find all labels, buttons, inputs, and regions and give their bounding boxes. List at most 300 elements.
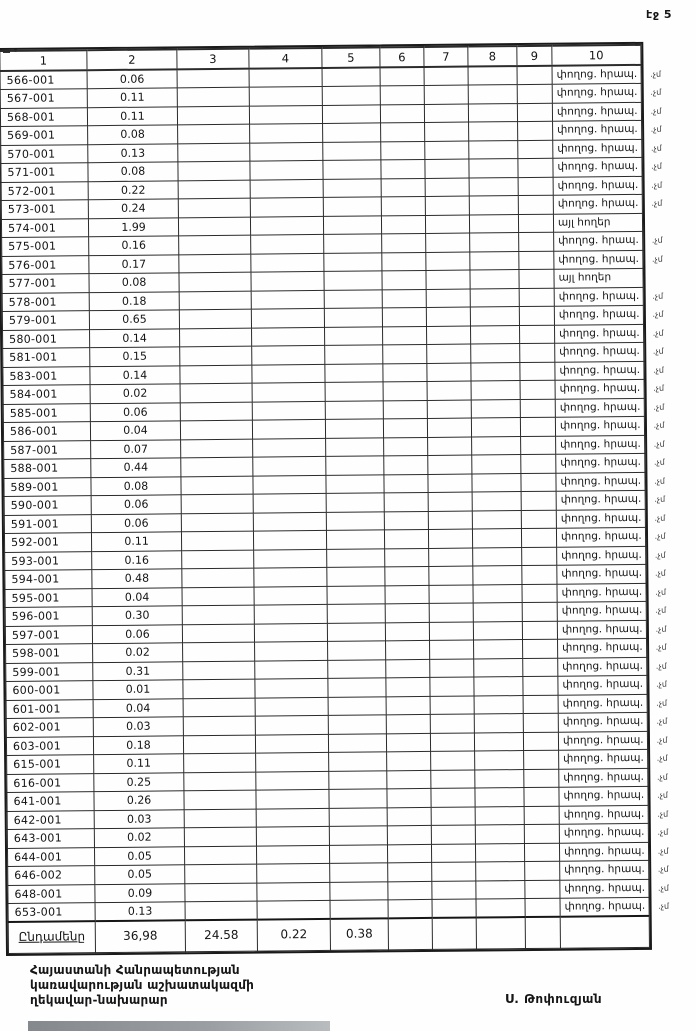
cell-6 [387,770,431,789]
col-header-6: 6 [380,47,424,67]
cell-5 [325,363,383,382]
cell-6 [387,807,431,826]
cell-6 [386,659,430,678]
cell-area: 0.11 [91,532,181,551]
margin-note [643,268,679,287]
cell-7 [430,659,474,678]
cell-area: 0.06 [92,624,182,643]
cell-4 [249,68,322,87]
cell-land-use: փողոց. հրապ. [558,712,647,731]
cell-3 [180,420,252,439]
margin-note: .չմ [655,661,667,671]
cell-land-use: փողոց. հրապ. [553,139,642,158]
cell-7 [426,289,470,308]
cell-land-use: փողոց. հրապ. [559,805,648,824]
cell-area: 0.03 [94,809,184,828]
cell-area: 0.31 [93,661,183,680]
cell-code: 572-001 [1,181,88,200]
cell-9 [522,584,557,603]
cell-code: 596-001 [5,607,92,626]
cell-6 [384,492,428,511]
cell-9 [520,380,555,399]
cell-4 [253,493,326,512]
cell-9 [519,306,554,325]
cell-8 [474,695,523,714]
cell-area: 0.07 [91,439,181,458]
cell-5 [323,123,381,142]
cell-5 [328,678,386,697]
cell-7 [426,326,470,345]
cell-5 [324,252,382,271]
cell-area: 0.05 [94,846,184,865]
cell-8 [469,122,518,141]
margin-note: .չմ [658,901,670,912]
cell-3 [180,383,252,402]
cell-6 [382,252,426,271]
cell-land-use: փողոց. հրապ. [555,361,644,380]
cell-8 [472,473,521,492]
cell-9 [517,84,552,103]
cell-8 [474,714,523,733]
cell-4 [257,863,330,882]
cell-land-use: փողոց. հրապ. [557,564,646,583]
cell-code: 642-001 [7,810,94,829]
cell-7 [431,825,475,844]
cell-4 [253,456,326,475]
cell-4 [255,734,328,753]
cell-area: 0.11 [87,106,177,125]
cell-3 [185,883,257,902]
cell-4 [256,771,329,790]
cell-3 [179,291,251,310]
cell-4 [249,86,322,105]
cell-8 [471,344,520,363]
cell-6 [387,788,431,807]
cell-4 [250,197,323,216]
margin-note: .չմ [650,106,662,116]
cell-5 [328,733,386,752]
cell-8 [475,843,524,862]
cell-7 [427,344,471,363]
cell-5 [326,456,384,475]
cell-3 [184,790,256,809]
cell-4 [255,678,328,697]
margin-note: .չմ [653,365,664,375]
margin-note: .չմ [650,87,662,98]
cell-4 [255,641,328,660]
cell-4 [256,845,329,864]
cell-area: 0.14 [90,365,180,384]
margin-note: .չմ [650,124,662,135]
margin-note: .չմ [657,846,669,856]
cell-code: 599-001 [6,662,93,681]
cell-4 [254,604,327,623]
cell-4 [252,345,325,364]
cell-9 [524,750,559,769]
cell-4 [250,160,323,179]
margin-note: .չմ [654,531,666,542]
cell-7 [425,215,469,234]
cell-5 [327,604,385,623]
cell-9 [518,158,553,177]
cell-code: 568-001 [0,107,87,126]
cell-4 [250,123,323,142]
cell-3 [182,550,254,569]
cell-6 [385,548,429,567]
cell-7 [428,511,472,530]
cell-5 [328,715,386,734]
cell-4 [253,530,326,549]
cell-area: 0.18 [93,735,183,754]
cell-land-use: փողոց. հրապ. [556,490,645,509]
cell-9 [521,473,556,492]
cell-code: 643-001 [7,829,94,848]
margin-note: .չմ [656,716,668,727]
cell-3 [182,587,254,606]
cell-8 [468,85,517,104]
cell-3 [178,161,250,180]
cell-8 [473,547,522,566]
cell-5 [325,326,383,345]
footer-org-line3: ղեկավար-նախարար [30,993,168,1007]
cell-5 [329,826,387,845]
cell-8 [476,899,525,918]
cell-6 [383,363,427,382]
cell-9 [519,251,554,270]
cell-5 [323,197,381,216]
cell-9 [523,695,558,714]
cell-area: 0.09 [95,883,185,902]
cell-6 [381,122,425,141]
cell-6 [380,67,424,86]
cell-3 [178,198,250,217]
cell-7 [425,159,469,178]
signature-name: Ս. Թոփուզյան [505,992,603,1006]
margin-note: .չմ [654,513,666,523]
margin-note-header [640,45,676,65]
cell-6 [384,529,428,548]
cell-3 [178,124,250,143]
cell-9 [523,732,558,751]
cell-9 [524,843,559,862]
cell-8 [469,177,518,196]
cell-8 [470,233,519,252]
cell-5 [326,511,384,530]
cell-area: 0.08 [88,162,178,181]
cell-3 [181,457,253,476]
cell-code: 595-001 [5,588,92,607]
margin-note: .չմ [652,291,664,301]
cell-5 [324,289,382,308]
cell-code: 646-002 [8,866,95,885]
cell-area: 0.08 [91,476,181,495]
cell-9 [520,343,555,362]
cell-7 [426,233,470,252]
margin-note: .չմ [654,476,666,486]
cell-area: 0.30 [92,606,182,625]
cell-8 [470,307,519,326]
cell-7 [424,85,468,104]
cell-8 [474,677,523,696]
cell-9 [523,713,558,732]
margin-note: .չմ [650,143,662,153]
cell-area: 0.06 [87,69,177,88]
cell-5 [323,178,381,197]
cell-4 [252,327,325,346]
cell-land-use: փողոց. հրապ. [557,601,646,620]
cell-area: 0.13 [88,143,178,162]
cell-8 [471,399,520,418]
cell-code: 592-001 [4,533,91,552]
cell-6 [384,437,428,456]
cell-8 [472,436,521,455]
cell-land-use: փողոց. հրապ. [557,546,646,565]
cell-6 [388,899,432,918]
cell-7 [430,677,474,696]
cell-9 [518,140,553,159]
scan-edge-artifact [28,1021,330,1031]
cell-code: 615-001 [7,755,94,774]
cell-6 [381,178,425,197]
footer-organization [30,963,254,1008]
cell-9 [522,602,557,621]
cell-8 [469,214,518,233]
cell-3 [183,661,255,680]
cell-5 [327,622,385,641]
col-header-2: 2 [87,49,177,70]
cell-area: 0.01 [93,680,183,699]
cell-3 [184,772,256,791]
cell-code: 602-001 [6,718,93,737]
cell-7 [425,196,469,215]
total-col4: 0.22 [257,919,330,951]
cell-3 [178,180,250,199]
cell-6 [384,474,428,493]
margin-note: .չմ [651,180,663,190]
cell-7 [428,492,472,511]
cell-9 [519,269,554,288]
cell-4 [251,253,324,272]
margin-note: .չմ [651,161,663,172]
cell-6 [383,344,427,363]
margin-note [642,213,678,232]
cell-code: 598-001 [6,644,93,663]
cell-code: 590-001 [4,496,91,515]
cell-land-use: փողոց. հրապ. [555,398,644,417]
cell-8 [475,751,524,770]
cell-land-use: փողոց. հրապ. [552,83,641,102]
cell-code: 641-001 [7,792,94,811]
cell-8 [474,732,523,751]
cell-5 [329,752,387,771]
cell-6 [381,141,425,160]
cell-3 [181,439,253,458]
cell-9 [523,658,558,677]
cell-7 [430,640,474,659]
cell-9 [517,66,552,85]
col-header-8: 8 [468,46,517,66]
cell-3 [184,809,256,828]
cell-4 [256,789,329,808]
cell-8 [475,825,524,844]
cell-land-use: փողոց. հրապ. [556,527,645,546]
cell-land-use: փողոց. հրապ. [554,231,643,250]
cell-8 [470,325,519,344]
page-number-label: էջ 5 [646,8,672,21]
cell-land-use: փողոց. հրապ. [560,879,649,898]
cell-5 [327,548,385,567]
cell-5 [325,400,383,419]
cell-area: 0.16 [92,550,182,569]
cell-land-use: փողոց. հրապ. [560,860,649,879]
cell-4 [250,216,323,235]
cell-5 [329,844,387,863]
margin-note: .չմ [657,809,669,819]
cell-area: 0.26 [94,791,184,810]
cell-4 [252,401,325,420]
cell-8 [471,418,520,437]
cell-7 [427,363,471,382]
total-row [8,916,685,953]
footer-org-line2: կառավարության աշխատակազմի [30,978,255,992]
cell-5 [330,863,388,882]
margin-note: .չմ [656,679,667,690]
cell-5 [323,141,381,160]
cell-9 [523,639,558,658]
cell-4 [256,826,329,845]
margin-note: .չմ [651,235,663,246]
cell-7 [429,622,473,641]
cell-9 [521,491,556,510]
cell-3 [180,346,252,365]
cell-area: 0.06 [91,495,181,514]
cell-4 [251,308,324,327]
cell-6 [383,418,427,437]
cell-area: 0.11 [87,88,177,107]
cell-4 [252,419,325,438]
cell-land-use: փողոց. հրապ. [554,324,643,343]
cell-3 [178,143,250,162]
cell-7 [431,807,475,826]
cell-code: 597-001 [5,625,92,644]
cell-9 [518,177,553,196]
margin-note: .չմ [653,439,665,449]
cell-7 [427,381,471,400]
cell-8 [472,510,521,529]
cell-9 [521,510,556,529]
cell-4 [251,271,324,290]
col-header-4: 4 [249,48,322,69]
cell-code: 616-001 [7,773,94,792]
cell-4 [251,234,324,253]
cell-7 [426,252,470,271]
cell-5 [322,67,380,86]
cell-7 [428,437,472,456]
cell-9 [522,547,557,566]
cell-code: 591-001 [4,514,91,533]
cell-4 [253,475,326,494]
cell-land-use: փողոց. հրապ. [553,120,642,139]
cell-4 [254,623,327,642]
margin-note: .չմ [653,457,665,468]
margin-note: .չմ [654,568,666,579]
cell-9 [518,195,553,214]
cell-land-use: փողոց. հրապ. [559,842,648,861]
cell-area: 0.25 [94,772,184,791]
cell-8 [475,788,524,807]
cell-8 [473,566,522,585]
cell-3 [182,624,254,643]
cell-9 [524,824,559,843]
cell-7 [426,307,470,326]
cell-6 [386,640,430,659]
cell-9 [523,676,558,695]
cell-land-use: փողոց. հրապ. [558,675,647,694]
margin-note: .չմ [654,494,666,505]
cell-3 [177,69,249,88]
col-header-5: 5 [322,47,380,68]
cell-8 [473,603,522,622]
cell-8 [469,196,518,215]
cell-7 [431,844,475,863]
cell-3 [180,365,252,384]
cell-4 [250,142,323,161]
cell-code: 587-001 [4,440,91,459]
cell-land-use: փողոց. հրապ. [552,65,641,84]
cell-5 [326,474,384,493]
cell-6 [381,196,425,215]
col-header-3: 3 [177,49,249,70]
cell-3 [182,605,254,624]
cell-8 [474,640,523,659]
cell-5 [327,585,385,604]
cell-area: 0.03 [93,717,183,736]
cell-land-use: փողոց. հրապ. [556,509,645,528]
cell-land-use: փողոց. հրապ. [554,287,643,306]
cell-6 [383,381,427,400]
cell-land-use: փողոց. հրապ. [559,749,648,768]
cell-code: 589-001 [4,477,91,496]
margin-note: .չմ [657,864,669,875]
cell-3 [185,864,257,883]
cell-8 [475,806,524,825]
cell-9 [522,621,557,640]
cell-code: 601-001 [6,699,93,718]
cell-5 [322,86,380,105]
cell-area: 0.08 [88,125,178,144]
cell-code: 603-001 [6,736,93,755]
margin-note [649,916,685,947]
cell-code: 578-001 [2,292,89,311]
cell-3 [179,272,251,291]
cell-5 [324,308,382,327]
cell-7 [432,881,476,900]
cell-land-use: փողոց. հրապ. [558,657,647,676]
margin-note: .չմ [651,254,663,264]
cell-3 [181,494,253,513]
cell-9 [524,769,559,788]
total-col3: 24.58 [185,920,257,952]
margin-note: .չմ [657,883,669,893]
cell-area: 0.04 [93,698,183,717]
cell-land-use: այլ հողեր [553,213,642,232]
cell-code: 584-001 [3,385,90,404]
cell-6 [385,603,429,622]
cell-4 [255,697,328,716]
cell-area: 0.11 [94,754,184,773]
cell-9 [519,288,554,307]
cell-9 [525,898,560,917]
